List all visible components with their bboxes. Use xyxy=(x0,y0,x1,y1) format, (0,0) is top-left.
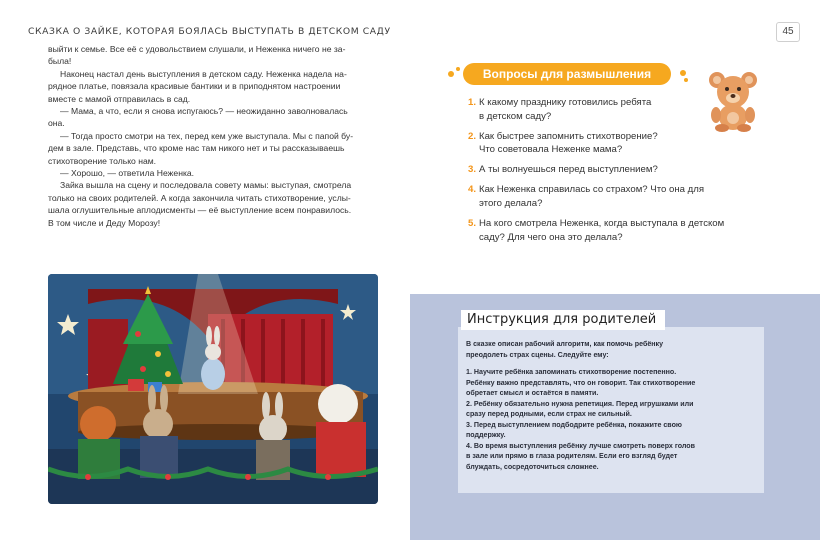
instructions-step-line: в зале или прямо в глаза родителям. Если его взгляд будет xyxy=(466,452,678,460)
decor-dot xyxy=(684,78,688,82)
question-item: 4. Как Неженка справилась со страхом? Что она для этого делала? xyxy=(468,184,705,210)
instructions-step-line: 2. Ребёнку обязательно нужна репетиция. Перед игрушками или xyxy=(466,399,694,408)
instructions-title: Инструкция для родителей xyxy=(461,310,665,330)
story-line: стихотворение только нам. xyxy=(48,155,157,166)
story-line: вместе с мамой отправилась в сад. xyxy=(48,93,191,104)
decor-dot xyxy=(680,70,686,76)
instructions-intro-line: В сказке описан рабочий алгоритм, как помочь ребёнку xyxy=(466,340,664,348)
instructions-step-line: 1. Научите ребёнка запоминать стихотворение постепенно. xyxy=(466,368,677,376)
story-line: Зайка вышла на сцену и последовала совету мамы: выступая, смотрела xyxy=(60,180,352,191)
question-item: 1. К какому празднику готовились ребята в детском саду? xyxy=(468,97,652,122)
decor-dot xyxy=(448,71,454,77)
question-item: 2. Как быстрее запомнить стихотворение? Что советовала Неженке мама? xyxy=(468,130,658,156)
story-line: только на своих родителей. А когда закончила читать стихотворение, услы- xyxy=(48,192,351,203)
story-line: дем в зале. Представь, что кроме нас там никого нет и ты рассказываешь xyxy=(48,143,345,154)
story-line: В том числе и Деду Морозу! xyxy=(48,217,161,228)
questions-title: Вопросы для размышления xyxy=(463,63,671,85)
instructions-step-line: поддержку. xyxy=(466,431,506,439)
story-line: была! xyxy=(48,56,72,67)
instructions-step-line: 4. Во время выступления ребёнку лучше смотреть поверх голов xyxy=(466,441,695,450)
story-line: она. xyxy=(48,118,65,129)
instructions-step-line: блуждать, сосредоточиться сложнее. xyxy=(466,462,599,471)
story-line: — Тогда просто смотри на тех, перед кем уже выступала. Мы с папой бу- xyxy=(60,130,354,141)
instructions-text xyxy=(466,339,754,472)
instructions-step-line: обретает смысл и остаётся в памяти. xyxy=(466,389,599,397)
instructions-step-line: Ребёнку важно представлять, что он говорит. Так стихотворение xyxy=(466,378,696,387)
story-line: рядное платье, повязала красивые бантики и в приподнятом настроении xyxy=(48,81,341,92)
story-line: выйти к семье. Все её с удовольствием слушали, и Неженка ничего не за- xyxy=(48,44,346,54)
story-line: Наконец настал день выступления в детском саду. Неженка надела на- xyxy=(60,68,347,79)
page-number: 45 xyxy=(776,22,800,42)
page-title: СКАЗКА О ЗАЙКЕ, КОТОРАЯ БОЯЛАСЬ ВЫСТУПАТЬ В ДЕТСКОМ САДУ xyxy=(28,26,391,37)
story-text xyxy=(48,43,378,229)
question-item: 5. На кого смотрела Неженка, когда выступала в детском саду? Для чего она это делала? xyxy=(468,218,725,243)
story-line: шала оглушительные аплодисменты — её выступление всем понравилось. xyxy=(48,205,352,216)
story-line: — Хорошо, — ответила Неженка. xyxy=(60,168,195,179)
question-item: 3. А ты волнуешься перед выступлением? xyxy=(468,164,658,176)
teddy-bear-icon xyxy=(704,70,762,132)
decor-dot xyxy=(456,67,460,71)
instructions-step-line: 3. Перед выступлением подбодрите ребёнка, покажите свою xyxy=(466,420,682,429)
instructions-step-line: сразу перед родными, если страх не сильный. xyxy=(466,410,632,418)
stage-illustration xyxy=(48,274,378,504)
instructions-intro-line: преодолеть страх сцены. Следуйте ему: xyxy=(466,350,609,359)
story-line: — Мама, а что, если я снова испугаюсь? — неожиданно заволновалась xyxy=(60,106,348,117)
